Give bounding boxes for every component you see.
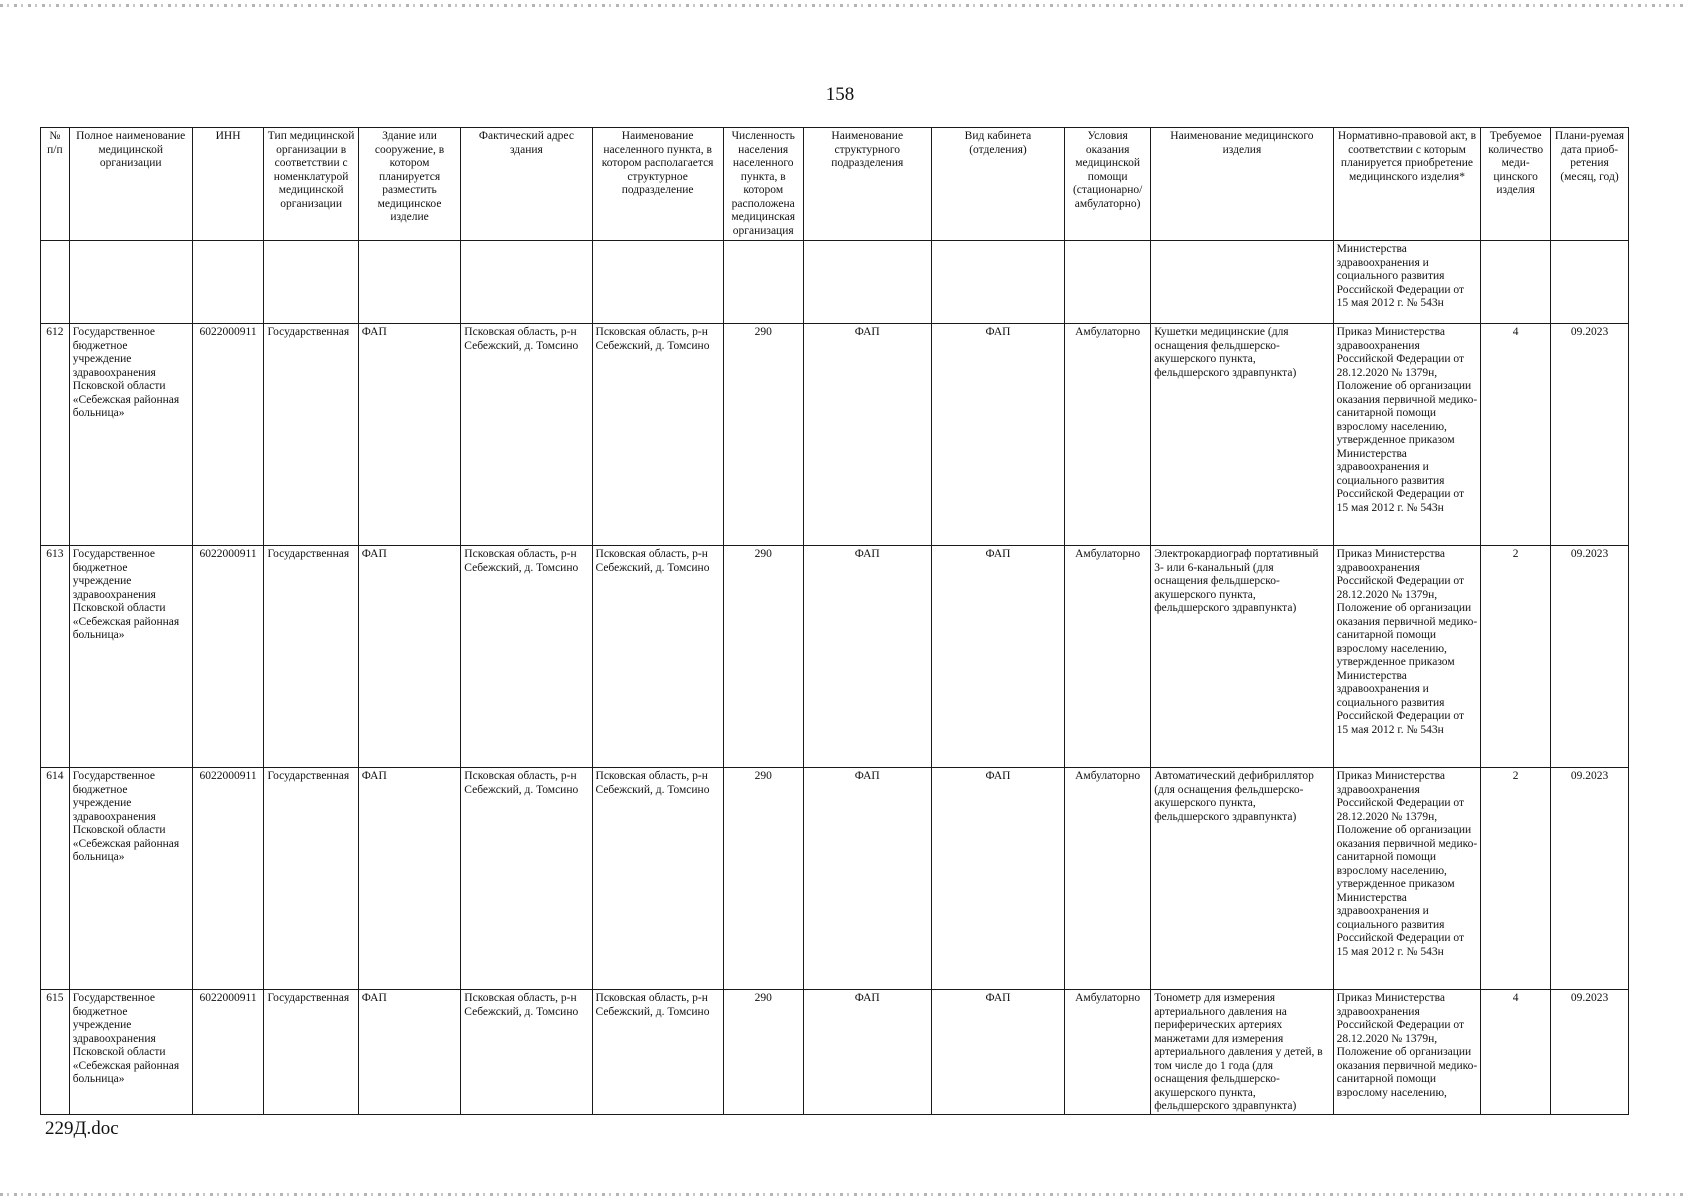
cell-unit: ФАП [803,990,931,1115]
cell-qty: 4 [1481,990,1551,1115]
cell-settlement: Псковская область, р-н Себежский, д. Томсино [592,768,723,990]
cell-device: Электрокардиограф портативный 3- или 6-канальный (для оснащения фельдшерско-акушерского пункта, фельдшерского здравпункта) [1151,546,1333,768]
cell-org: Государственное бюджетное учреждение здравоохранения Псковской области «Себежская районная больница» [69,768,192,990]
cell-qty: 2 [1481,546,1551,768]
cell-num: 615 [41,990,70,1115]
cell-num: 612 [41,324,70,546]
scan-edge-top [0,4,1686,7]
cell-conditions: Амбулаторно [1065,546,1151,768]
cell-cabinet: ФАП [931,990,1064,1115]
cell-settlement: Псковская область, р-н Себежский, д. Томсино [592,324,723,546]
header-num: № п/п [41,128,70,241]
header-org: Полное наименование медицинской организации [69,128,192,241]
cell-address: Псковская область, р-н Себежский, д. Томсино [461,990,592,1115]
continuation-act: Министерства здравоохранения и социального развития Российской Федерации от 15 мая 2012 г. № 543н [1333,241,1481,324]
cell-population: 290 [723,546,803,768]
table-row [41,990,1629,1115]
cell-qty: 4 [1481,324,1551,546]
cell-conditions: Амбулаторно [1065,768,1151,990]
cell-unit: ФАП [803,546,931,768]
header-building: Здание или сооружение, в котором планируется разместить медицинское изделие [358,128,461,241]
cell-inn: 6022000911 [192,768,264,990]
cell-act: Приказ Министерства здравоохранения Российской Федерации от 28.12.2020 № 1379н, Положение об организации оказания первичной медико-санитарной помощи взрослому населению, [1333,990,1481,1115]
cell-org: Государственное бюджетное учреждение здравоохранения Псковской области «Себежская районная больница» [69,990,192,1115]
cell-type: Государственная [264,990,358,1115]
table-row [41,546,1629,768]
cell-address: Псковская область, р-н Себежский, д. Томсино [461,546,592,768]
header-address: Фактический адрес здания [461,128,592,241]
header-inn: ИНН [192,128,264,241]
cell-population: 290 [723,990,803,1115]
cell-num: 614 [41,768,70,990]
cell-date: 09.2023 [1551,324,1629,546]
cell-address: Псковская область, р-н Себежский, д. Томсино [461,768,592,990]
header-conditions: Условия оказания медицинской помощи (стационарно/ амбулаторно) [1065,128,1151,241]
cell-unit: ФАП [803,324,931,546]
cell-cabinet: ФАП [931,768,1064,990]
cell-type: Государственная [264,768,358,990]
header-settlement: Наименование населенного пункта, в котором располагается структурное подразделение [592,128,723,241]
header-unit: Наименование структурного подразделения [803,128,931,241]
cell-building: ФАП [358,324,461,546]
cell-act: Приказ Министерства здравоохранения Российской Федерации от 28.12.2020 № 1379н, Положение об организации оказания первичной медико-санитарной помощи взрослому населению, утвержденное приказом Министерства здравоохранения и социального развития Российской Федерации от 15 мая 2012 г. № 543н [1333,324,1481,546]
table-row-continuation [41,241,1629,324]
cell-population: 290 [723,768,803,990]
cell-date: 09.2023 [1551,768,1629,990]
cell-building: ФАП [358,546,461,768]
page-number: 158 [825,84,855,105]
cell-building: ФАП [358,990,461,1115]
cell-population: 290 [723,324,803,546]
header-qty: Требуемое количество меди-цинского изделия [1481,128,1551,241]
cell-inn: 6022000911 [192,990,264,1115]
cell-device: Кушетки медицинские (для оснащения фельдшерско-акушерского пункта, фельдшерского здравпункта) [1151,324,1333,546]
table-header-row [41,128,1629,241]
equipment-table [40,127,1629,1115]
cell-conditions: Амбулаторно [1065,990,1151,1115]
header-cabinet: Вид кабинета (отделения) [931,128,1064,241]
scan-edge-bottom [0,1193,1686,1196]
cell-act: Приказ Министерства здравоохранения Российской Федерации от 28.12.2020 № 1379н, Положение об организации оказания первичной медико-санитарной помощи взрослому населению, утвержденное приказом Министерства здравоохранения и социального развития Российской Федерации от 15 мая 2012 г. № 543н [1333,546,1481,768]
header-population: Численность населения населенного пункта, в котором расположена медицинская организация [723,128,803,241]
cell-settlement: Псковская область, р-н Себежский, д. Томсино [592,990,723,1115]
cell-unit: ФАП [803,768,931,990]
cell-date: 09.2023 [1551,546,1629,768]
header-date: Плани-руемая дата приоб-ретения (месяц, год) [1551,128,1629,241]
cell-num: 613 [41,546,70,768]
header-type: Тип медицинской организации в соответствии с номенклатурой медицинской организации [264,128,358,241]
cell-address: Псковская область, р-н Себежский, д. Томсино [461,324,592,546]
cell-device: Автоматический дефибриллятор (для оснащения фельдшерско-акушерского пункта, фельдшерского здравпункта) [1151,768,1333,990]
cell-cabinet: ФАП [931,546,1064,768]
cell-device: Тонометр для измерения артериального давления на периферических артериях манжетами для измерения артериального давления у детей, в том числе до 1 года (для оснащения фельдшерско-акушерского пункта, фельдшерского здравпункта) [1151,990,1333,1115]
document-filename: 229Д.doc [45,1118,119,1139]
cell-cabinet: ФАП [931,324,1064,546]
cell-org: Государственное бюджетное учреждение здравоохранения Псковской области «Себежская районная больница» [69,324,192,546]
cell-org: Государственное бюджетное учреждение здравоохранения Псковской области «Себежская районная больница» [69,546,192,768]
cell-settlement: Псковская область, р-н Себежский, д. Томсино [592,546,723,768]
header-act: Нормативно-правовой акт, в соответствии с которым планируется приобретение медицинского изделия* [1333,128,1481,241]
cell-conditions: Амбулаторно [1065,324,1151,546]
cell-qty: 2 [1481,768,1551,990]
cell-date: 09.2023 [1551,990,1629,1115]
cell-inn: 6022000911 [192,546,264,768]
table-row [41,768,1629,990]
cell-type: Государственная [264,546,358,768]
header-device: Наименование медицинского изделия [1151,128,1333,241]
table-row [41,324,1629,546]
cell-act: Приказ Министерства здравоохранения Российской Федерации от 28.12.2020 № 1379н, Положение об организации оказания первичной медико-санитарной помощи взрослому населению, утвержденное приказом Министерства здравоохранения и социального развития Российской Федерации от 15 мая 2012 г. № 543н [1333,768,1481,990]
cell-type: Государственная [264,324,358,546]
cell-inn: 6022000911 [192,324,264,546]
cell-building: ФАП [358,768,461,990]
